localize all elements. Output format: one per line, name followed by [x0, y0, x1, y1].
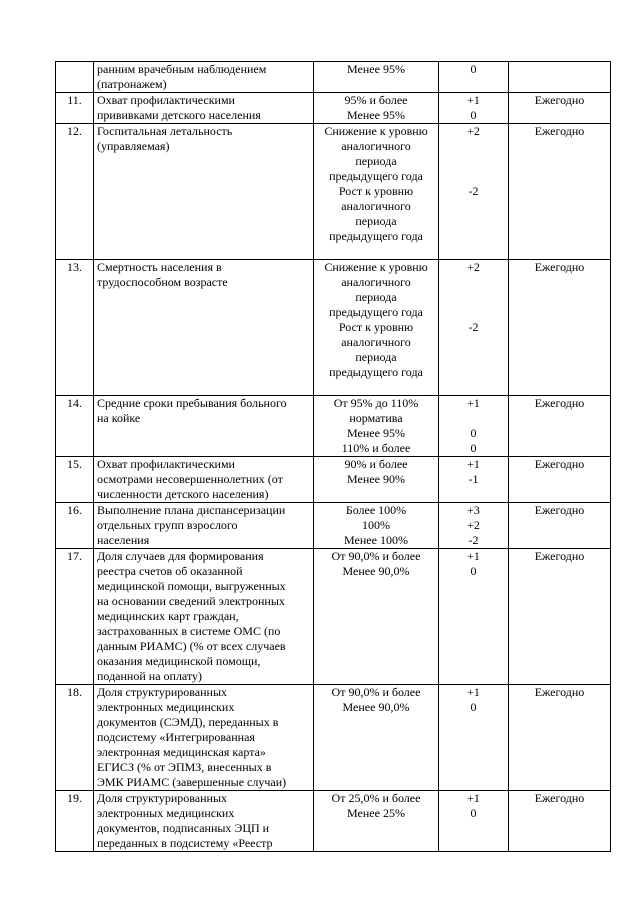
- indicator-name-line: на койке: [97, 411, 141, 425]
- row-number: [56, 62, 94, 93]
- table-row: [56, 62, 611, 93]
- criteria-line: 100%: [362, 518, 390, 532]
- indicator-name-line: Доля структурированных: [97, 791, 228, 805]
- period-cell: [509, 791, 611, 852]
- table-row: [56, 396, 611, 457]
- points-line: +1: [467, 457, 480, 471]
- row-number-text: 15.: [67, 457, 82, 471]
- criteria-line: Рост к уровню: [338, 320, 414, 334]
- indicator-name-line: Охват профилактическими: [97, 457, 235, 471]
- points-cell: [439, 549, 509, 685]
- indicator-name: [94, 685, 314, 791]
- row-number-text: 18.: [67, 685, 82, 699]
- criteria-line: периода: [355, 154, 397, 168]
- table-body: [56, 62, 611, 852]
- points-line: +3: [467, 503, 480, 517]
- criteria-line: 95% и более: [344, 93, 408, 107]
- points-cell: [439, 791, 509, 852]
- indicator-name-line: электронных медицинских: [97, 700, 235, 714]
- cell-spacer: [97, 290, 310, 305]
- row-number: [56, 124, 94, 260]
- points-line: [442, 305, 505, 320]
- criteria-line: Менее 95%: [347, 426, 405, 440]
- period-text: Ежегодно: [534, 260, 585, 274]
- indicator-name-line: осмотрами несовершеннолетних (от: [97, 472, 283, 486]
- row-number: [56, 791, 94, 852]
- points-line: [442, 169, 505, 184]
- row-number: [56, 93, 94, 124]
- indicator-name-line: данным РИАМС) (% от всех случаев: [97, 639, 286, 653]
- criteria-line: норматива: [349, 411, 403, 425]
- points-line: -2: [468, 320, 479, 334]
- period-text: Ежегодно: [534, 124, 585, 138]
- criteria-line: Рост к уровню: [338, 184, 414, 198]
- criteria-cell: [314, 93, 439, 124]
- points-line: [442, 139, 505, 154]
- cell-spacer: [442, 335, 505, 350]
- points-cell: [439, 124, 509, 260]
- criteria-line: Менее 90%: [347, 472, 405, 486]
- table-row: [56, 260, 611, 396]
- criteria-line: 110% и более: [341, 441, 411, 455]
- period-text: Ежегодно: [534, 396, 585, 410]
- criteria-cell: [314, 396, 439, 457]
- table-row: [56, 503, 611, 549]
- criteria-cell: [314, 685, 439, 791]
- period-cell: [509, 549, 611, 685]
- points-cell: [439, 260, 509, 396]
- points-cell: [439, 396, 509, 457]
- criteria-line: аналогичного: [341, 275, 411, 289]
- points-line: -2: [468, 533, 479, 547]
- criteria-cell: [314, 124, 439, 260]
- criteria-cell: [314, 791, 439, 852]
- points-line: +1: [467, 791, 480, 805]
- table-row: [56, 791, 611, 852]
- indicator-name-line: Госпитальная летальность: [97, 124, 233, 138]
- indicator-name-line: прививками детского населения: [97, 108, 261, 122]
- period-text: Ежегодно: [534, 503, 585, 517]
- indicator-name-line: трудоспособном возрасте: [97, 275, 228, 289]
- criteria-table: [55, 61, 611, 852]
- period-text: Ежегодно: [534, 93, 585, 107]
- period-cell: [509, 124, 611, 260]
- points-line: 0: [470, 108, 477, 122]
- points-line: [442, 154, 505, 169]
- points-line: +1: [467, 93, 480, 107]
- criteria-line: 90% и более: [344, 457, 408, 471]
- criteria-line: аналогичного: [341, 199, 411, 213]
- points-line: [442, 275, 505, 290]
- table-row: [56, 93, 611, 124]
- period-cell: [509, 260, 611, 396]
- row-number-text: 19.: [67, 791, 82, 805]
- points-cell: [439, 62, 509, 93]
- points-line: 0: [470, 441, 477, 455]
- period-text: Ежегодно: [534, 685, 585, 699]
- period-text: Ежегодно: [534, 457, 585, 471]
- criteria-line: Более 100%: [345, 503, 407, 517]
- indicator-name-line: на основании сведений электронных: [97, 594, 285, 608]
- row-number: [56, 685, 94, 791]
- criteria-line: От 25,0% и более: [331, 791, 421, 805]
- period-cell: [509, 62, 611, 93]
- indicator-name-line: Доля структурированных: [97, 685, 228, 699]
- row-number-text: 12.: [67, 124, 82, 138]
- indicator-name-line: населения: [97, 533, 150, 547]
- criteria-line: предыдущего года: [329, 305, 423, 319]
- criteria-cell: [314, 260, 439, 396]
- points-cell: [439, 503, 509, 549]
- indicator-name-line: документов, подписанных ЭЦП и: [97, 821, 270, 835]
- period-text: Ежегодно: [534, 791, 585, 805]
- points-line: 0: [470, 426, 477, 440]
- points-cell: [439, 457, 509, 503]
- criteria-line: Менее 100%: [344, 533, 408, 547]
- criteria-line: Менее 90,0%: [342, 564, 410, 578]
- indicator-name: [94, 457, 314, 503]
- criteria-line: предыдущего года: [329, 229, 423, 243]
- criteria-line: предыдущего года: [329, 365, 423, 379]
- criteria-line: От 90,0% и более: [331, 685, 421, 699]
- criteria-cell: [314, 549, 439, 685]
- indicator-name-line: Смертность населения в: [97, 260, 222, 274]
- indicator-name: [94, 62, 314, 93]
- row-number: [56, 549, 94, 685]
- row-number: [56, 457, 94, 503]
- indicator-name: [94, 260, 314, 396]
- indicator-name-line: реестра счетов об оказанной: [97, 564, 243, 578]
- indicator-name: [94, 549, 314, 685]
- indicator-name-line: поданной на оплату): [97, 669, 203, 683]
- indicator-name-line: отдельных групп взрослого: [97, 518, 238, 532]
- points-line: 0: [470, 62, 477, 76]
- indicator-name: [94, 503, 314, 549]
- criteria-cell: [314, 62, 439, 93]
- period-cell: [509, 396, 611, 457]
- period-cell: [509, 685, 611, 791]
- row-number: [56, 503, 94, 549]
- indicator-name-line: документов (СЭМД), переданных в: [97, 715, 279, 729]
- indicator-name-line: Средние сроки пребывания больного: [97, 396, 287, 410]
- indicator-name-line: ЕГИСЗ (% от ЭПМЗ, внесенных в: [97, 760, 272, 774]
- period-cell: [509, 503, 611, 549]
- criteria-line: предыдущего года: [329, 169, 423, 183]
- criteria-line: От 90,0% и более: [331, 549, 421, 563]
- points-line: -2: [468, 184, 479, 198]
- points-line: [442, 411, 505, 426]
- points-cell: [439, 685, 509, 791]
- indicator-name-line: Выполнение плана диспансеризации: [97, 503, 286, 517]
- points-line: +1: [467, 396, 480, 410]
- points-line: -1: [468, 472, 479, 486]
- row-number-text: 17.: [67, 549, 82, 563]
- indicator-name-line: оказания медицинской помощи,: [97, 654, 261, 668]
- indicator-name-line: численности детского населения): [97, 487, 269, 501]
- row-number: [56, 260, 94, 396]
- table-row: [56, 457, 611, 503]
- period-text: [512, 62, 607, 77]
- indicator-name: [94, 791, 314, 852]
- indicator-name-line: застрахованных в системе ОМС (по: [97, 624, 281, 638]
- criteria-line: периода: [355, 350, 397, 364]
- row-number-text: 16.: [67, 503, 82, 517]
- indicator-name-line: Доля случаев для формирования: [97, 549, 264, 563]
- indicator-name-line: (патронажем): [97, 77, 167, 91]
- criteria-line: Снижение к уровню: [324, 124, 428, 138]
- indicator-name-line: Охват профилактическими: [97, 93, 235, 107]
- points-line: +2: [467, 260, 480, 274]
- criteria-cell: [314, 503, 439, 549]
- row-number-text: 13.: [67, 260, 82, 274]
- criteria-line: Менее 25%: [347, 806, 405, 820]
- criteria-line: Снижение к уровню: [324, 260, 428, 274]
- cell-spacer: [97, 154, 310, 169]
- indicator-name-line: медицинских карт граждан,: [97, 609, 239, 623]
- indicator-name-line: ранним врачебным наблюдением: [97, 62, 267, 76]
- criteria-line: аналогичного: [341, 139, 411, 153]
- row-number: [56, 396, 94, 457]
- row-number-text: 14.: [67, 396, 82, 410]
- indicator-name-line: медицинской помощи, выгруженных: [97, 579, 286, 593]
- indicator-name-line: переданных в подсистему «Реестр: [97, 836, 273, 850]
- criteria-line: Менее 90,0%: [342, 700, 410, 714]
- period-text: Ежегодно: [534, 549, 585, 563]
- indicator-name: [94, 124, 314, 260]
- indicator-name-line: ЭМК РИАМС (завершенные случаи): [97, 775, 287, 789]
- indicator-name-line: подсистему «Интегрированная: [97, 730, 255, 744]
- points-line: 0: [470, 700, 477, 714]
- table-row: [56, 685, 611, 791]
- points-line: +1: [467, 685, 480, 699]
- table-row: [56, 549, 611, 685]
- cell-spacer: [317, 244, 435, 259]
- cell-spacer: [442, 199, 505, 214]
- indicator-name-line: электронных медицинских: [97, 806, 235, 820]
- indicator-name-line: электронная медицинская карта»: [97, 745, 266, 759]
- row-number-text: 11.: [67, 93, 82, 107]
- period-cell: [509, 457, 611, 503]
- cell-spacer: [317, 380, 435, 395]
- points-line: 0: [470, 564, 477, 578]
- criteria-cell: [314, 457, 439, 503]
- table-row: [56, 124, 611, 260]
- indicator-name: [94, 93, 314, 124]
- points-line: +2: [467, 124, 480, 138]
- row-number-text: [59, 62, 90, 77]
- points-line: +2: [467, 518, 480, 532]
- criteria-line: От 95% до 110%: [333, 396, 419, 410]
- criteria-line: Менее 95%: [347, 62, 405, 76]
- points-line: [442, 290, 505, 305]
- indicator-name: [94, 396, 314, 457]
- points-line: 0: [470, 806, 477, 820]
- period-cell: [509, 93, 611, 124]
- criteria-line: Менее 95%: [347, 108, 405, 122]
- points-line: +1: [467, 549, 480, 563]
- points-cell: [439, 93, 509, 124]
- criteria-line: периода: [355, 214, 397, 228]
- criteria-line: аналогичного: [341, 335, 411, 349]
- criteria-line: периода: [355, 290, 397, 304]
- indicator-name-line: (управляемая): [97, 139, 170, 153]
